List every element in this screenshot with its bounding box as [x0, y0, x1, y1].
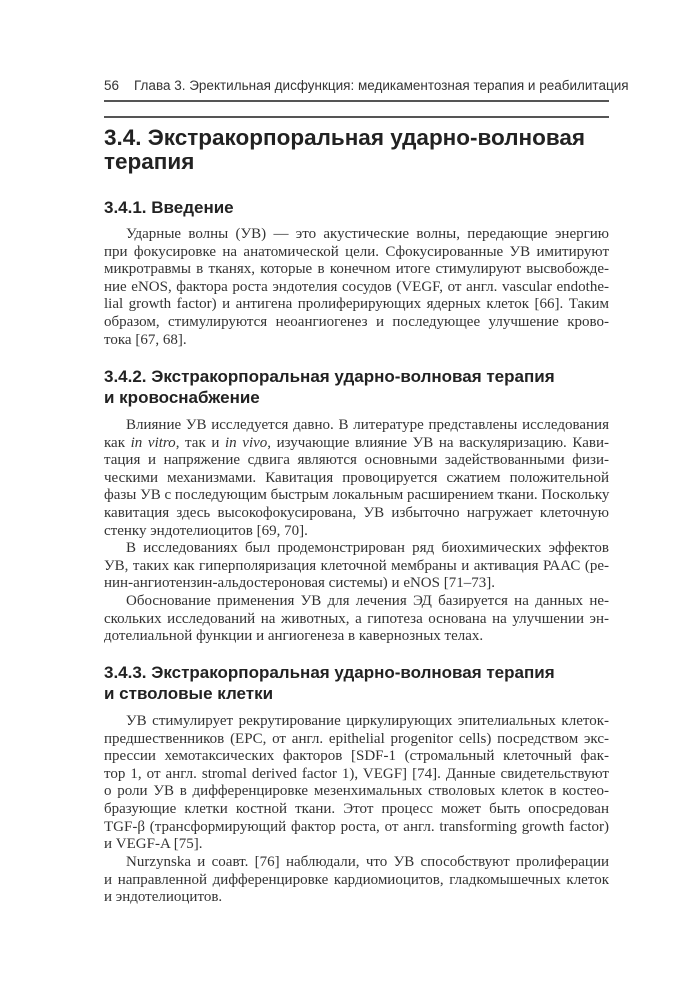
paragraph-line: скольких исследований на животных, а гипотеза основана на улучшении эн-: [104, 610, 609, 627]
subsection-title-3-4-1: [104, 197, 609, 218]
paragraph-line: ние eNOS, фактора роста эндотелия сосудов (VEGF, от англ. vascular endothe-: [104, 278, 609, 295]
paragraph-line: Влияние УВ исследуется давно. В литературе представлены исследования: [126, 417, 609, 433]
paragraph-line: прессии хемотаксических факторов [SDF-1 (стромальный клеточный фак-: [104, 748, 609, 765]
section-title-line: 3.4. Экстракорпоральная ударно-волновая: [104, 125, 586, 150]
paragraph-line: стенку эндотелиоцитов [69, 70].: [104, 522, 308, 539]
paragraph-line: тор 1, от англ. stromal derived factor 1), VEGF] [74]. Данные свидетельствуют: [104, 765, 609, 782]
paragraph: [104, 593, 609, 646]
subsection-title-3-4-2: [104, 366, 609, 408]
paragraph-line: и VEGF-A [75].: [104, 836, 203, 853]
paragraph-line: как in vitro, так и in vivo, изучающие влияние УВ на васкуляризацию. Кави-: [104, 434, 609, 451]
paragraph-line: образом, стимулируются неоангиогенез и последующее улучшение крово-: [104, 313, 609, 330]
running-header: [104, 78, 629, 93]
running-header-title: Глава 3. Эректильная дисфункция: медикаментозная терапия и реабилитация: [134, 78, 629, 93]
paragraph: [104, 417, 609, 540]
paragraph: [104, 713, 609, 854]
paragraph-line: дотелиальной функции и ангиогенеза в кавернозных телах.: [104, 628, 484, 645]
paragraph: [104, 226, 609, 349]
section-title: [104, 126, 609, 174]
paragraph-line: В исследованиях был продемонстрирован ряд биохимических эффектов: [126, 540, 609, 556]
paragraph-line: и эндотелиоцитов.: [104, 889, 223, 906]
section-rule: [104, 116, 609, 118]
paragraph-line: микротравмы в тканях, которые в конечном итоге стимулируют высвобожде-: [104, 261, 609, 278]
subsection-title-line: и кровоснабжение: [104, 388, 260, 407]
subsection-title-line: и стволовые клетки: [104, 684, 274, 703]
paragraph-line: УВ стимулирует рекрутирование циркулирующих эпителиальных клеток-: [126, 713, 609, 729]
subsection-title-line: 3.4.2. Экстракорпоральная ударно-волновая терапия: [104, 367, 555, 386]
paragraph-line: ческими механизмами. Кавитация провоцируется сжатием положительной: [104, 469, 609, 486]
paragraph-line: тока [67, 68].: [104, 331, 187, 348]
paragraph-line: нин-ангиотензин-альдостероновая системы) и eNOS [71–73].: [104, 575, 495, 592]
subsection-title-line: 3.4.3. Экстракорпоральная ударно-волновая терапия: [104, 663, 555, 682]
paragraph: [104, 540, 609, 593]
paragraph-line: Nurzynska и соавт. [76] наблюдали, что УВ способствуют пролиферации: [126, 854, 609, 870]
paragraph-line: УВ, таких как гиперполяризация клеточной мембраны и активация РААС (ре-: [104, 557, 609, 574]
paragraph: [104, 854, 609, 907]
paragraph-line: кавитация здесь высокофокусирована, УВ избыточно нагружает клеточную: [104, 504, 609, 521]
paragraph-line: предшественников (EPC, от англ. epithelial progenitor cells) посредством экс-: [104, 730, 609, 747]
paragraph-line: lial growth factor) и антигена пролиферирующих ядерных клеток [66]. Таким: [104, 296, 609, 313]
subsection-title-line: 3.4.1. Введение: [104, 198, 234, 217]
subsection-title-3-4-3: [104, 662, 609, 704]
paragraph-line: о роли УВ в дифференцировке мезенхимальных стволовых клеток в костео-: [104, 783, 609, 800]
paragraph-line: TGF-β (трансформирующий фактор роста, от англ. transforming growth factor): [104, 818, 609, 835]
page-number: 56: [104, 78, 120, 93]
paragraph-line: Ударные волны (УВ) — это акустические волны, передающие энергию: [126, 226, 609, 242]
paragraph-line: при фокусировке на анатомической цели. Сфокусированные УВ имитируют: [104, 243, 609, 260]
paragraph-line: бразующие клетки костной ткани. Этот процесс может быть опосредован: [104, 800, 609, 817]
paragraph-line: тация и напряжение сдвига являются основными задействованными физи-: [104, 452, 609, 469]
section-title-line: терапия: [104, 149, 195, 174]
paragraph-line: Обоснование применения УВ для лечения ЭД базируется на данных не-: [126, 593, 609, 609]
header-rule: [104, 100, 609, 102]
paragraph-line: фазы УВ с последующим быстрым локальным расширением ткани. Поскольку: [104, 487, 610, 504]
paragraph-line: и направленной дифференцировке кардиомиоцитов, гладкомышечных клеток: [104, 871, 609, 888]
